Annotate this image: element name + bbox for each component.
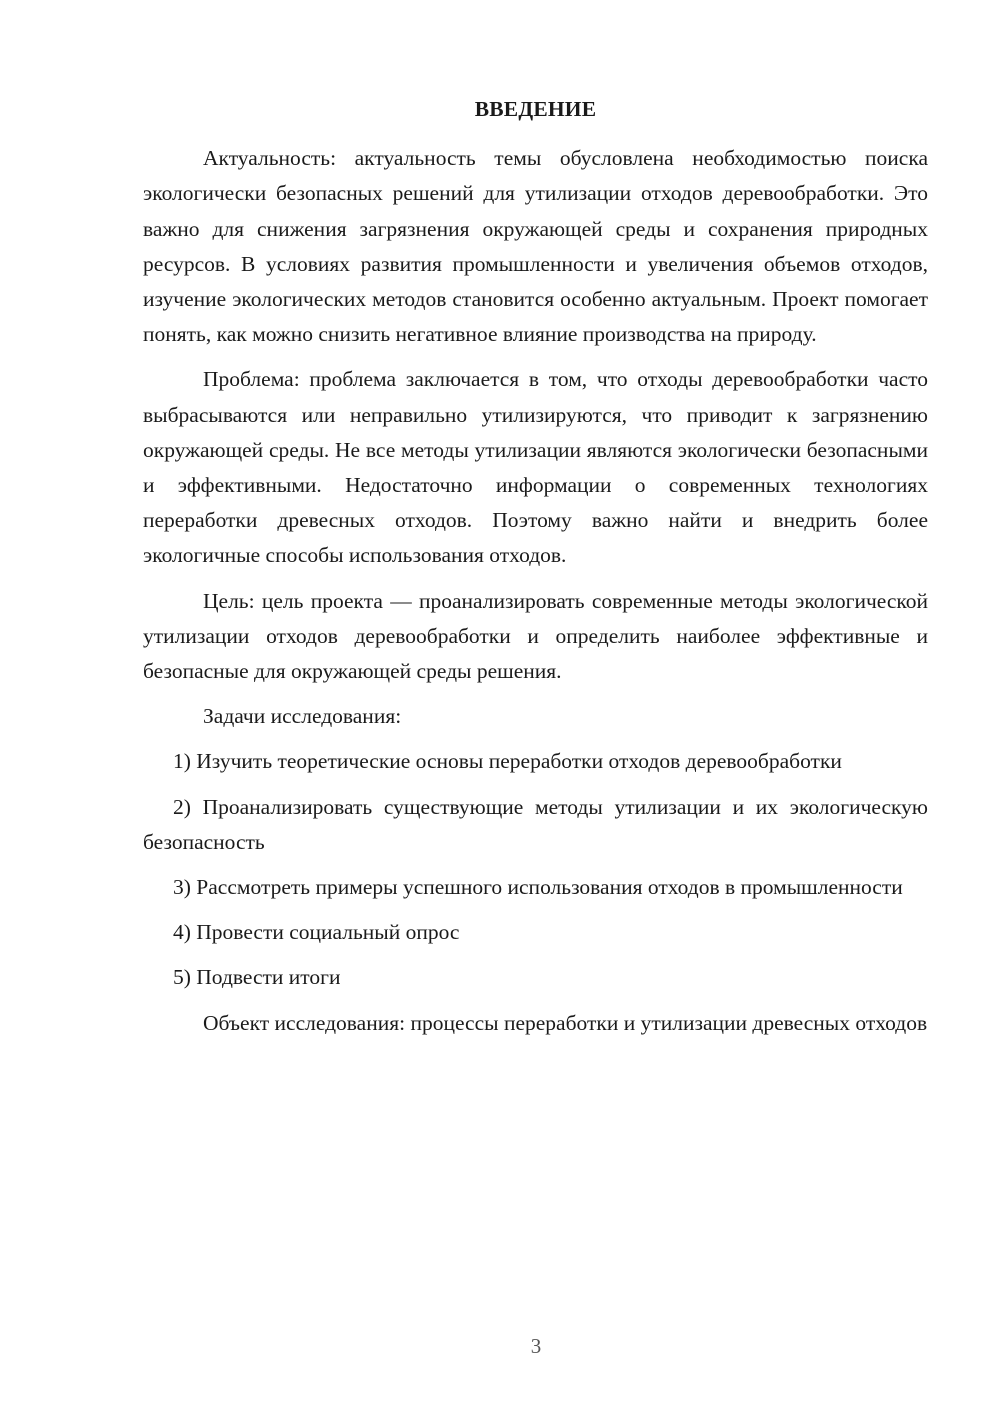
section-title: ВВЕДЕНИЕ <box>474 97 597 121</box>
task-item: 2) Проанализировать существующие методы утилизации и их экологическую безопасность <box>143 794 928 854</box>
task-item: 5) Подвести итоги <box>173 965 341 990</box>
document-page <box>143 92 928 1051</box>
task-item: 4) Провести социальный опрос <box>173 920 460 945</box>
task-item: 3) Рассмотреть примеры успешного использования отходов в промышленности <box>173 875 903 900</box>
problem-paragraph: Проблема: проблема заключается в том, что отходы деревообработки часто выбрасываются или неправильно утилизируются, что приводит к загрязнению окружающей среды. Не все методы утилизации являются экологически безопасными и эффективными. Недостаточно информации о современных технологиях переработки древесных отходов. Поэтому важно найти и внедрить более экологичные способы использования отходов. <box>143 367 928 568</box>
page-number: 3 <box>530 1334 542 1358</box>
goal-paragraph: Цель: цель проекта — проанализировать современные методы экологической утилизации отходов деревообработки и определить наиболее эффективные и безопасные для окружающей среды решения. <box>143 588 928 684</box>
task-item: 1) Изучить теоретические основы переработки отходов деревообработки <box>173 749 842 774</box>
object-paragraph: Объект исследования: процессы переработки и утилизации древесных отходов <box>203 1010 928 1035</box>
tasks-heading: Задачи исследования: <box>203 704 402 729</box>
relevance-paragraph: Актуальность: актуальность темы обусловлена необходимостью поиска экологически безопасных решений для утилизации отходов деревообработки. Это важно для снижения загрязнения окружающей среды и сохранения природных ресурсов. В условиях развития промышленности и увеличения объемов отходов, изучение экологических методов становится особенно актуальным. Проект помогает понять, как можно снизить негативное влияние производства на природу. <box>143 146 928 347</box>
